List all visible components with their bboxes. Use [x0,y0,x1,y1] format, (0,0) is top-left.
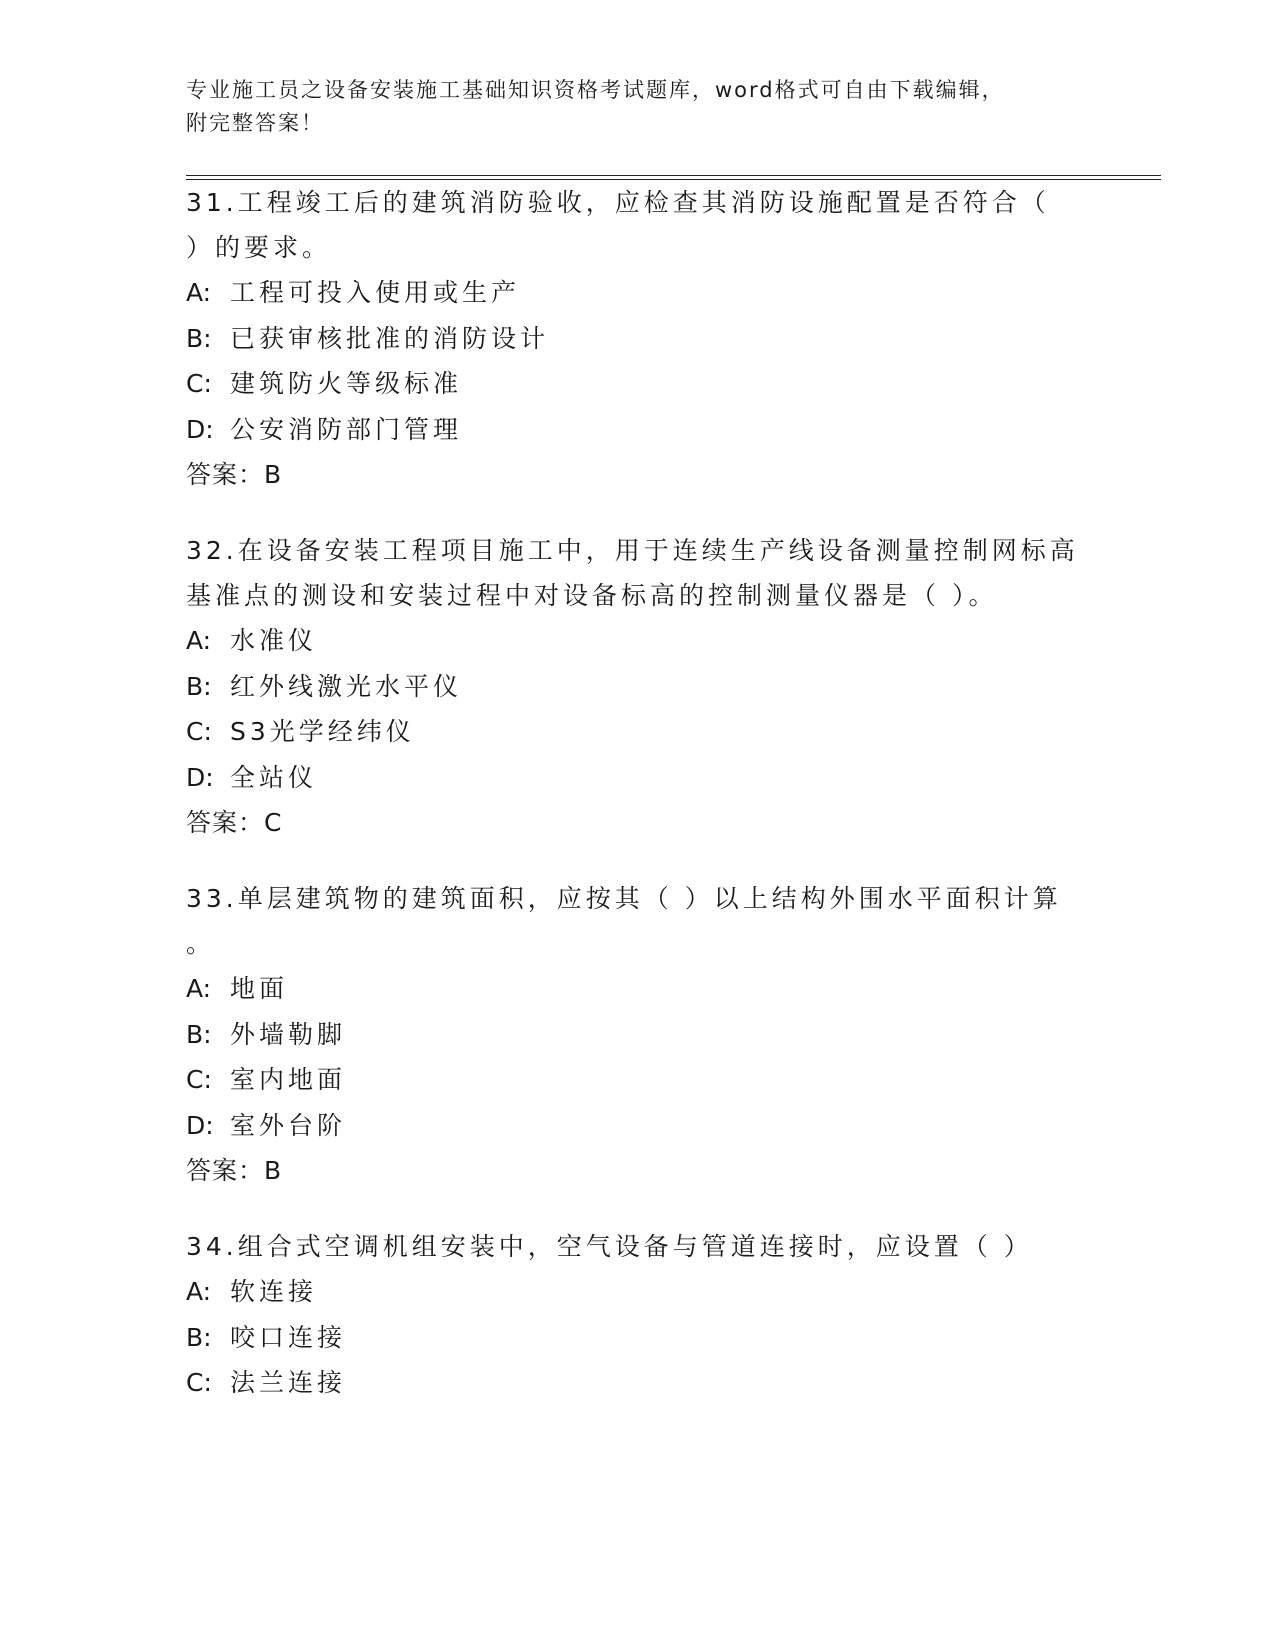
option-text: 水准仪 [230,626,318,655]
question-32 [186,528,1086,845]
option-letter: D: [186,414,214,444]
option-letter: B: [186,1019,212,1049]
option-a [186,618,1086,664]
option-text: S3光学经纬仪 [230,717,415,746]
option-letter: A: [186,278,212,307]
question-stem-line: 33.单层建筑物的建筑面积，应按其（ ）以上结构外围水平面积计算 [186,884,1062,913]
option-letter: A: [186,626,212,655]
option-letter: A: [186,974,212,1003]
option-a [186,1269,1086,1315]
option-text: 全站仪 [230,762,318,792]
option-d [186,1103,1086,1149]
option-letter: B: [186,323,212,353]
question-33 [186,876,1086,1193]
option-text: 咬口连接 [230,1322,347,1352]
option-b [186,664,1086,710]
option-a [186,270,1086,316]
option-text: 室内地面 [230,1065,347,1094]
question-stem-line: 基准点的测设和安装过程中对设备标高的控制测量仪器是（ ）。 [186,581,998,610]
option-letter: B: [186,671,212,701]
option-b [186,1012,1086,1058]
option-text: 红外线激光水平仪 [230,671,463,701]
option-text: 工程可投入使用或生产 [230,278,521,307]
option-letter: D: [186,1110,214,1140]
option-text: 外墙勒脚 [230,1019,347,1049]
option-a [186,966,1086,1012]
option-text: 已获审核批准的消防设计 [230,323,550,353]
option-c [186,361,1086,407]
question-34 [186,1224,1086,1406]
header-line-2: 附完整答案！ [186,111,324,135]
question-stem-line: 32.在设备安装工程项目施工中，用于连续生产线设备测量控制网标高 [186,536,1079,565]
option-letter: A: [186,1277,212,1306]
option-letter: C: [186,369,212,398]
option-c [186,709,1086,755]
answer-line: 答案：B [186,460,283,489]
option-letter: C: [186,717,212,746]
option-text: 建筑防火等级标准 [230,369,463,398]
option-text: 地面 [230,974,289,1003]
document-header [186,74,1086,140]
answer-line: 答案：B [186,1156,283,1185]
option-letter: B: [186,1322,212,1352]
option-letter: C: [186,1065,212,1094]
option-text: 室外台阶 [230,1110,347,1140]
question-stem-line: 34.组合式空调机组安装中，空气设备与管道连接时，应设置（ ） [186,1232,1033,1261]
header-line-1: 专业施工员之设备安装施工基础知识资格考试题库，word格式可自由下载编辑， [186,78,1005,102]
option-text: 法兰连接 [230,1368,347,1397]
answer-line: 答案：C [186,808,283,837]
option-c [186,1360,1086,1406]
option-letter: D: [186,762,214,792]
question-stem-line: 。 [186,929,216,958]
option-text: 公安消防部门管理 [230,414,463,444]
option-d [186,755,1086,801]
option-d [186,407,1086,453]
option-b [186,1315,1086,1361]
option-letter: C: [186,1368,212,1397]
option-c [186,1057,1086,1103]
option-text: 软连接 [230,1277,318,1306]
question-stem-line: ）的要求。 [186,233,332,262]
option-b [186,316,1086,362]
question-31 [186,180,1086,497]
question-stem-line: 31.工程竣工后的建筑消防验收，应检查其消防设施配置是否符合（ [186,188,1050,217]
